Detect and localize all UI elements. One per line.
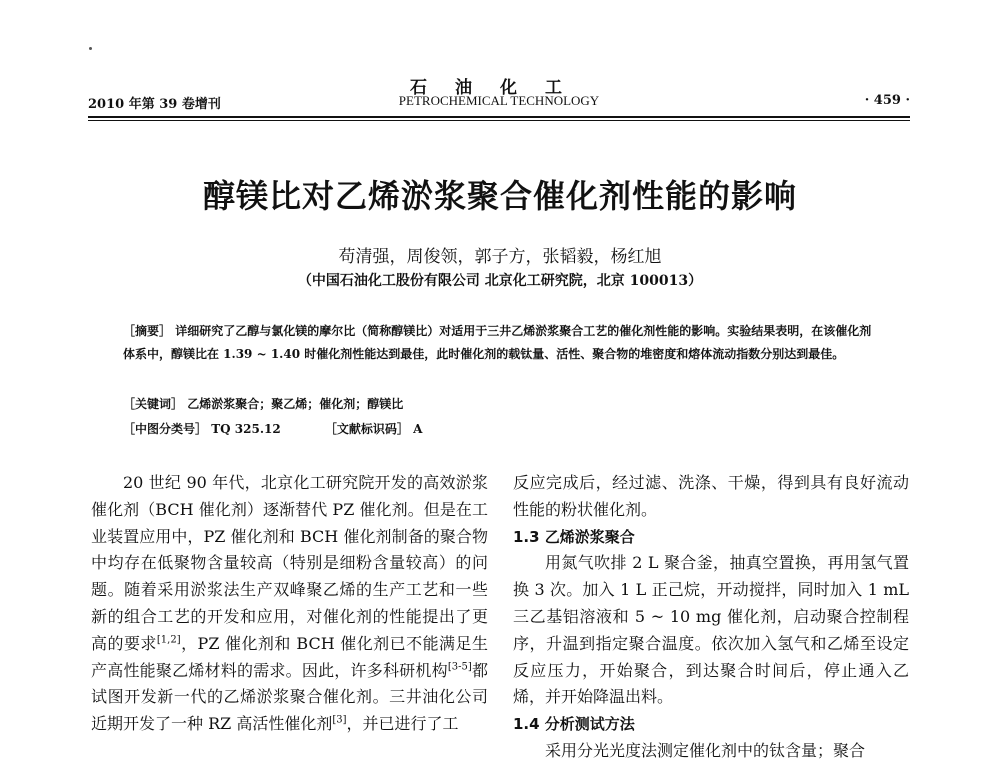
intro-text-2: ，PZ 催化剂和 BCH 催化剂已不能满足生产高性能聚乙烯材料的需求。因此，许多科研机构 — [91, 633, 488, 680]
header-rule-thin — [88, 120, 910, 121]
abstract — [123, 320, 883, 366]
paper-authors: 苟清强，周俊领，郭子方，张韬毅，杨红旭 — [338, 247, 662, 267]
paper-title: 醇镁比对乙烯淤浆聚合催化剂性能的影响 — [202, 177, 797, 215]
body-column-right — [513, 470, 909, 765]
keywords — [123, 395, 883, 412]
journal-name-en: PETROCHEMICAL TECHNOLOGY — [398, 93, 600, 108]
analysis-paragraph: 采用分光光度法测定催化剂中的钛含量；聚合 — [545, 740, 866, 760]
page-number: · 459 · — [864, 93, 910, 108]
keywords-label: ［关键词］ — [123, 397, 184, 411]
running-header — [88, 93, 910, 113]
citation-3: [3] — [332, 714, 347, 726]
intro-text-1: 20 世纪 90 年代，北京化工研究院开发的高效淤浆催化剂（BCH 催化剂）逐渐替代 PZ 催化剂。但是在工业装置应用中，PZ 催化剂和 BCH 催化剂制备的聚合物中均存在低聚物含量较高（特别是细粉含量较高）的问题。随着采用淤浆法生产双峰聚乙烯的生产工艺和一些新的组合工艺的开发和应用，对催化剂的性能提出了更高的要求 — [91, 473, 488, 653]
abstract-text: 详细研究了乙醇与氯化镁的摩尔比（简称醇镁比）对适用于三井乙烯淤浆聚合工艺的催化剂性能的影响。实验结果表明，在该催化剂体系中，醇镁比在 1.39 ~ 1.40 时催化剂性能达到最佳，此时催化剂的载钛量、活性、聚合物的堆密度和熔体流动指数分别达到最佳。 — [123, 324, 872, 361]
journal-name-cn: 石油化工 — [410, 78, 590, 98]
paper-affiliation: （中国石油化工股份有限公司 北京化工研究院，北京 100013） — [297, 273, 703, 289]
citation-1-2: [1,2] — [156, 634, 181, 646]
catalyst-prep-end: 反应完成后，经过滤、洗涤、干燥，得到具有良好流动性能的粉状催化剂。 — [513, 473, 909, 519]
intro-text-3: 都试图开发新一代的乙烯淤浆聚合催化剂。三井油化公司近期开发了一种 RZ 高活性催化剂 — [91, 660, 488, 734]
classification — [123, 420, 883, 437]
doc-code: A — [413, 422, 423, 436]
class-number: TQ 325.12 — [211, 422, 281, 436]
polymerization-paragraph: 用氮气吹排 2 L 聚合釜，抽真空置换，再用氢气置换 3 次。加入 1 L 正己烷，开动搅拌，同时加入 1 mL三乙基铝溶液和 5 ~ 10 mg 催化剂，启动聚合控制程序，升温到指定聚合温度。依次加入氢气和乙烯至设定反应压力，开始聚合，到达聚合时间后，停止通入乙烯，并开始降温出料。 — [513, 553, 909, 707]
section-1-4-heading: 1.4 分析测试方法 — [513, 715, 635, 734]
scan-speck — [89, 47, 92, 50]
doc-code-label: ［文献标识码］ — [324, 422, 409, 436]
volume-info: 2010 年第 39 卷增刊 — [88, 97, 221, 112]
header-rule-thick — [88, 116, 910, 118]
keywords-text: 乙烯淤浆聚合；聚乙烯；催化剂；醇镁比 — [187, 397, 404, 411]
citation-3-5: [3-5] — [447, 661, 472, 673]
intro-paragraph — [91, 470, 488, 738]
class-label: ［中图分类号］ — [123, 422, 208, 436]
abstract-label: ［摘要］ — [123, 324, 172, 338]
intro-text-4: ，并已进行了工 — [346, 714, 459, 734]
section-1-3-heading: 1.3 乙烯淤浆聚合 — [513, 527, 635, 546]
body-column-left — [91, 470, 488, 738]
